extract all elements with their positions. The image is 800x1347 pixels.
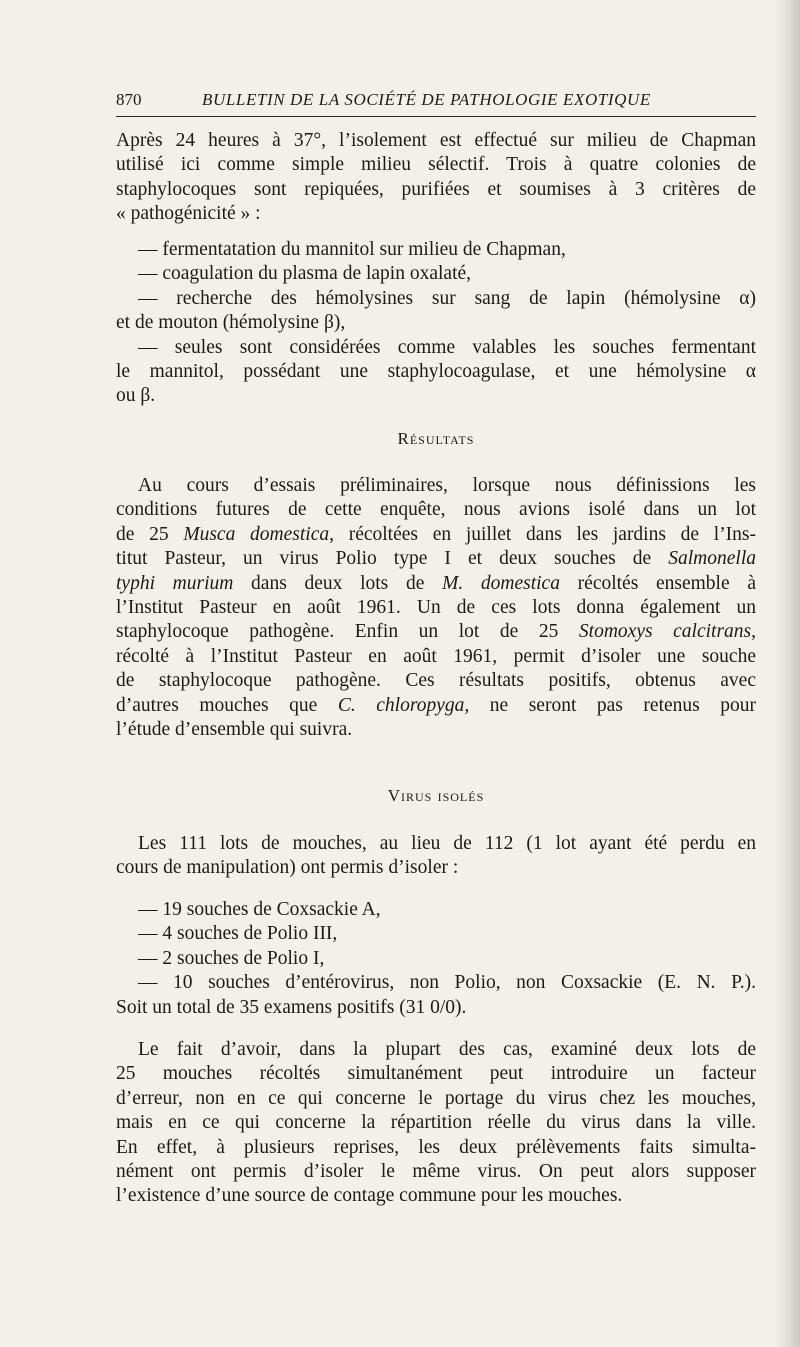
text-line: d’autres mouches que C. chloropyga, ne seront pas retenus pour xyxy=(116,694,756,716)
virus-list xyxy=(116,898,756,1020)
list-item: — coagulation du plasma de lapin oxalaté, xyxy=(138,263,472,285)
section-heading-virus-wrap xyxy=(116,784,756,808)
text-line: Les 111 lots de mouches, au lieu de 112 (1 lot ayant été perdu en xyxy=(138,833,756,854)
text-line: utilisé ici comme simple milieu sélectif. Trois à quatre colonies de xyxy=(116,154,756,176)
page-edge-shadow xyxy=(774,0,800,1347)
section-heading-resultats-wrap xyxy=(116,427,756,451)
list-item: — 4 souches de Polio III, xyxy=(138,923,338,945)
virus-paragraph-2 xyxy=(116,1038,756,1209)
running-title: BULLETIN DE LA SOCIÉTÉ DE PATHOLOGIE EXOTIQUE xyxy=(202,90,651,109)
list-item-continuation: le mannitol, possédant une staphylocoagulase, et une hémolysine α xyxy=(116,360,756,382)
list-item: — recherche des hémolysines sur sang de lapin (hémolysine α) xyxy=(138,287,756,309)
list-item: — 10 souches d’entérovirus, non Polio, non Coxsackie (E. N. P.). xyxy=(138,972,756,994)
list-item-continuation: ou β. xyxy=(116,385,156,407)
text-line: titut Pasteur, un virus Polio type I et deux souches de Salmonella xyxy=(116,548,756,570)
text-line: staphylocoque pathogène. Enfin un lot de 25 Stomoxys calcitrans, xyxy=(116,621,757,643)
list-item: — seules sont considérées comme valables les souches fermentant xyxy=(138,336,756,358)
virus-paragraph-1 xyxy=(116,832,756,881)
text-line: typhi murium dans deux lots de M. domestica récoltés ensemble à xyxy=(116,572,756,594)
text-line: nément ont permis d’isoler le même virus. On peut alors supposer xyxy=(116,1160,756,1182)
section-heading-resultats: Résultats xyxy=(397,429,475,448)
intro-paragraph xyxy=(116,129,756,227)
text-line: mais en ce qui concerne la répartition réelle du virus dans la ville. xyxy=(116,1112,756,1134)
text-line: d’erreur, non en ce qui concerne le portage du virus chez les mouches, xyxy=(116,1087,756,1109)
resultats-paragraph xyxy=(116,474,756,742)
text-line: conditions futures de cette enquête, nous avions isolé dans un lot xyxy=(116,499,756,521)
text-line: l’Institut Pasteur en août 1961. Un de ces lots donna également un xyxy=(116,596,756,618)
text-line: l’existence d’une source de contage commune pour les mouches. xyxy=(116,1185,623,1207)
text-line: cours de manipulation) ont permis d’isoler : xyxy=(116,857,459,879)
text-line: l’étude d’ensemble qui suivra. xyxy=(116,718,353,740)
text-line: Le fait d’avoir, dans la plupart des cas, examiné deux lots de xyxy=(138,1039,756,1060)
text-line: 25 mouches récoltés simultanément peut introduire un facteur xyxy=(116,1063,756,1085)
page-number: 870 xyxy=(116,90,142,109)
list-item: — 2 souches de Polio I, xyxy=(138,947,325,969)
text-line: de staphylocoque pathogène. Ces résultats positifs, obtenus avec xyxy=(116,670,756,692)
criteria-list xyxy=(116,238,756,409)
list-item: — fermentatation du mannitol sur milieu de Chapman, xyxy=(138,239,566,260)
list-item: — 19 souches de Coxsackie A, xyxy=(138,899,381,920)
total-line: Soit un total de 35 examens positifs (31 0/0). xyxy=(116,996,467,1018)
text-line: récolté à l’Institut Pasteur en août 1961, permit d’isoler une souche xyxy=(116,645,756,667)
text-line: En effet, à plusieurs reprises, les deux prélèvements faits simulta- xyxy=(116,1136,756,1158)
section-heading-virus: Virus isolés xyxy=(387,786,485,805)
text-line: Après 24 heures à 37°, l’isolement est effectué sur milieu de Chapman xyxy=(116,130,756,151)
text-line: Au cours d’essais préliminaires, lorsque nous définissions les xyxy=(138,475,756,496)
text-line: de 25 Musca domestica, récoltées en juillet dans les jardins de l’Ins- xyxy=(116,523,757,545)
page-header xyxy=(116,84,756,114)
text-line: staphylocoques sont repiquées, purifiées et soumises à 3 critères de xyxy=(116,178,756,200)
header-rule xyxy=(116,116,756,117)
list-item-continuation: et de mouton (hémolysine β), xyxy=(116,312,346,334)
text-line: « pathogénicité » : xyxy=(116,203,261,225)
